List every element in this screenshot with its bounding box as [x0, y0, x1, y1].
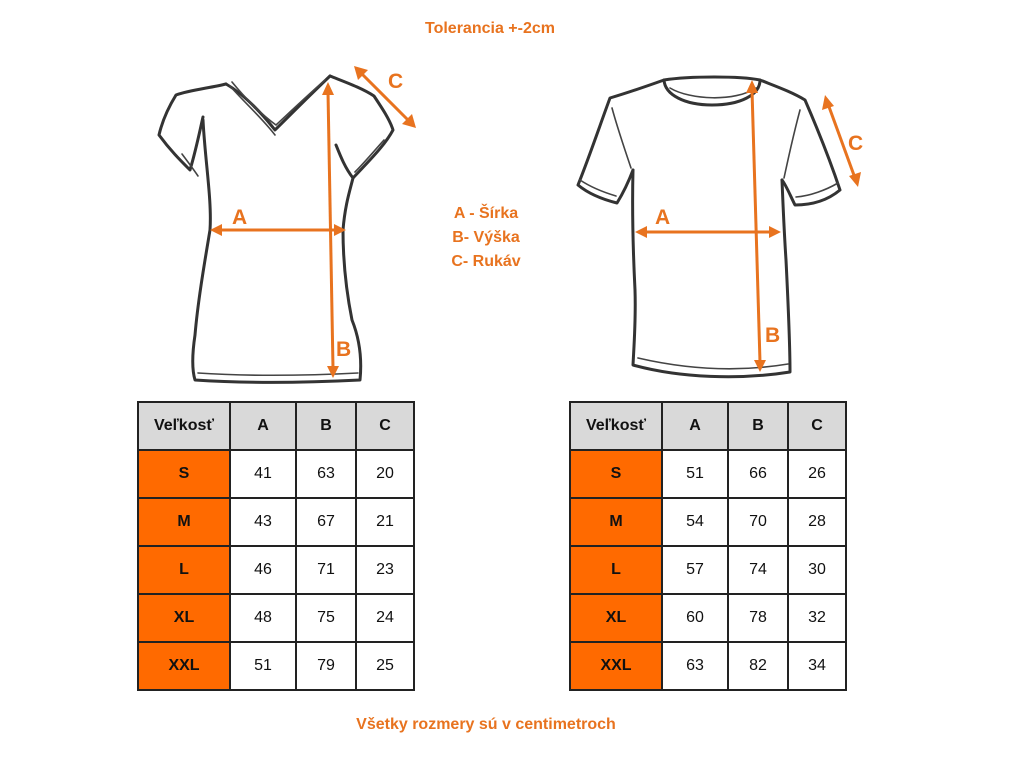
size-label: XL	[570, 594, 662, 642]
table-row	[138, 546, 414, 594]
size-label: S	[570, 450, 662, 498]
value-a: 60	[662, 594, 728, 642]
value-a: 57	[662, 546, 728, 594]
size-label: M	[138, 498, 230, 546]
value-b: 78	[728, 594, 788, 642]
value-c: 21	[356, 498, 414, 546]
legend-item-height: B- Výška	[452, 229, 520, 246]
label-a: A	[655, 206, 671, 229]
table-row	[138, 450, 414, 498]
value-b: 63	[296, 450, 356, 498]
value-b: 70	[728, 498, 788, 546]
table-row	[570, 642, 846, 690]
table-row	[570, 594, 846, 642]
value-b: 75	[296, 594, 356, 642]
label-c: C	[388, 70, 404, 93]
label-b: B	[336, 338, 352, 361]
size-label: XXL	[570, 642, 662, 690]
value-b: 67	[296, 498, 356, 546]
header-b: B	[296, 402, 356, 450]
size-label: XXL	[138, 642, 230, 690]
size-label: L	[570, 546, 662, 594]
legend-item-sleeve: C- Rukáv	[451, 253, 521, 270]
value-c: 28	[788, 498, 846, 546]
size-label: XL	[138, 594, 230, 642]
value-c: 26	[788, 450, 846, 498]
label-b: B	[765, 324, 781, 347]
size-label: L	[138, 546, 230, 594]
table-header-row	[138, 402, 414, 450]
label-c: C	[848, 132, 864, 155]
header-a: A	[230, 402, 296, 450]
value-c: 34	[788, 642, 846, 690]
value-c: 32	[788, 594, 846, 642]
value-a: 46	[230, 546, 296, 594]
size-label: S	[138, 450, 230, 498]
value-c: 25	[356, 642, 414, 690]
height-arrow	[752, 90, 760, 362]
measurement-legend	[436, 202, 536, 274]
value-c: 24	[356, 594, 414, 642]
label-a: A	[232, 206, 248, 229]
value-a: 41	[230, 450, 296, 498]
legend-item-width: A - Šírka	[453, 205, 519, 222]
value-b: 74	[728, 546, 788, 594]
mens-shirt-outline	[578, 77, 840, 377]
table-row	[570, 546, 846, 594]
header-a: A	[662, 402, 728, 450]
table-row	[570, 498, 846, 546]
table-header-row	[570, 402, 846, 450]
womens-size-table	[137, 401, 415, 691]
value-b: 82	[728, 642, 788, 690]
table-row	[138, 498, 414, 546]
value-a: 54	[662, 498, 728, 546]
header-size: Veľkosť	[570, 402, 662, 450]
value-c: 20	[356, 450, 414, 498]
table-row	[138, 642, 414, 690]
value-a: 63	[662, 642, 728, 690]
header-c: C	[356, 402, 414, 450]
header-b: B	[728, 402, 788, 450]
value-c: 23	[356, 546, 414, 594]
value-a: 43	[230, 498, 296, 546]
mens-size-table	[569, 401, 847, 691]
value-b: 66	[728, 450, 788, 498]
tolerance-note: Tolerancia +-2cm	[425, 20, 555, 37]
value-a: 48	[230, 594, 296, 642]
size-label: M	[570, 498, 662, 546]
header-c: C	[788, 402, 846, 450]
table-row	[138, 594, 414, 642]
value-c: 30	[788, 546, 846, 594]
value-a: 51	[230, 642, 296, 690]
header-size: Veľkosť	[138, 402, 230, 450]
value-b: 71	[296, 546, 356, 594]
units-note: Všetky rozmery sú v centimetroch	[356, 716, 616, 733]
value-a: 51	[662, 450, 728, 498]
table-row	[570, 450, 846, 498]
value-b: 79	[296, 642, 356, 690]
